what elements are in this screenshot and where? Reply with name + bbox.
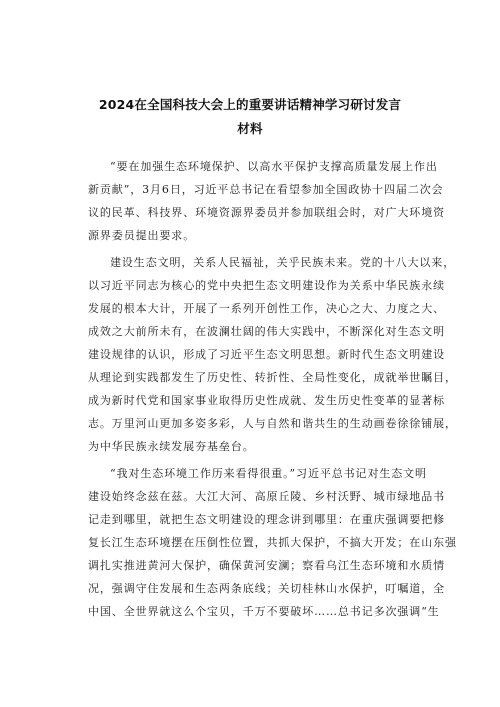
- text-line: 议的民革、科技界、环境资源界委员并参加联组会时，对广大环境资: [88, 206, 445, 219]
- paragraph: [88, 462, 457, 623]
- text-line: 志。万里河山更加多姿多彩，人与自然和谐共生的生动画卷徐徐铺展，: [88, 417, 457, 430]
- document-title-continued: 材料: [237, 121, 263, 136]
- text-line: “要在加强生态环境保护、以高水平保护支撑高质量发展上作出: [110, 160, 438, 173]
- text-line: 新贡献”，3月6日，习近平总书记在看望参加全国政协十四届二次会: [88, 183, 444, 196]
- text-line: 复长江生态环境摆在压倒性位置，共抓大保护，不搞大开发；在山东强: [88, 536, 457, 549]
- text-line: 成效之大前所未有，在波澜壮阔的伟大实践中，不断深化对生态文明: [88, 325, 445, 338]
- document-body: [88, 155, 457, 623]
- text-line: 从理论到实践都发生了历史性、转折性、全局性变化，成就举世瞩目，: [88, 371, 457, 384]
- text-line: 成为新时代党和国家事业取得历史性成就、发生历史性变革的显著标: [88, 394, 445, 407]
- text-line: 为中华民族永续发展夯基垒台。: [88, 440, 255, 453]
- text-line: 以习近平同志为核心的党中央把生态文明建设作为关系中华民族永续: [88, 279, 445, 292]
- text-line: 中国、全世界就这么个宝贝，千万不要破坏……总书记多次强调“生: [88, 605, 440, 618]
- text-line: 调扎实推进黄河大保护，确保黄河安澜；察看乌江生态环境和水质情: [88, 559, 445, 572]
- paragraph: [88, 155, 445, 247]
- text-line: 建设始终念兹在兹。大江大河、高原丘陵、乡村沃野、城市绿地品书: [88, 490, 445, 503]
- text-line: 源界委员提出要求。: [88, 229, 196, 242]
- text-line: 况，强调守住发展和生态两条底线；关切桂林山水保护，叮嘱道，全: [88, 582, 445, 595]
- text-line: 发展的根本大计，开展了一系列开创性工作，决心之大、力度之大、: [88, 302, 445, 315]
- paragraph: [88, 251, 457, 458]
- text-line: 建设规律的认识，形成了习近平生态文明思想。新时代生态文明建设: [88, 348, 445, 361]
- text-line: 记走到哪里，就把生态文明建设的理念讲到哪里：在重庆强调要把修: [88, 513, 445, 526]
- text-line: 建设生态文明，关系人民福祉，关乎民族未来。党的十八大以来，: [110, 256, 456, 269]
- text-line: “我对生态环境工作历来看得很重。”习近平总书记对生态文明: [110, 467, 427, 480]
- document-title: 2024在全国科技大会上的重要讲话精神学习研讨发言: [98, 97, 402, 112]
